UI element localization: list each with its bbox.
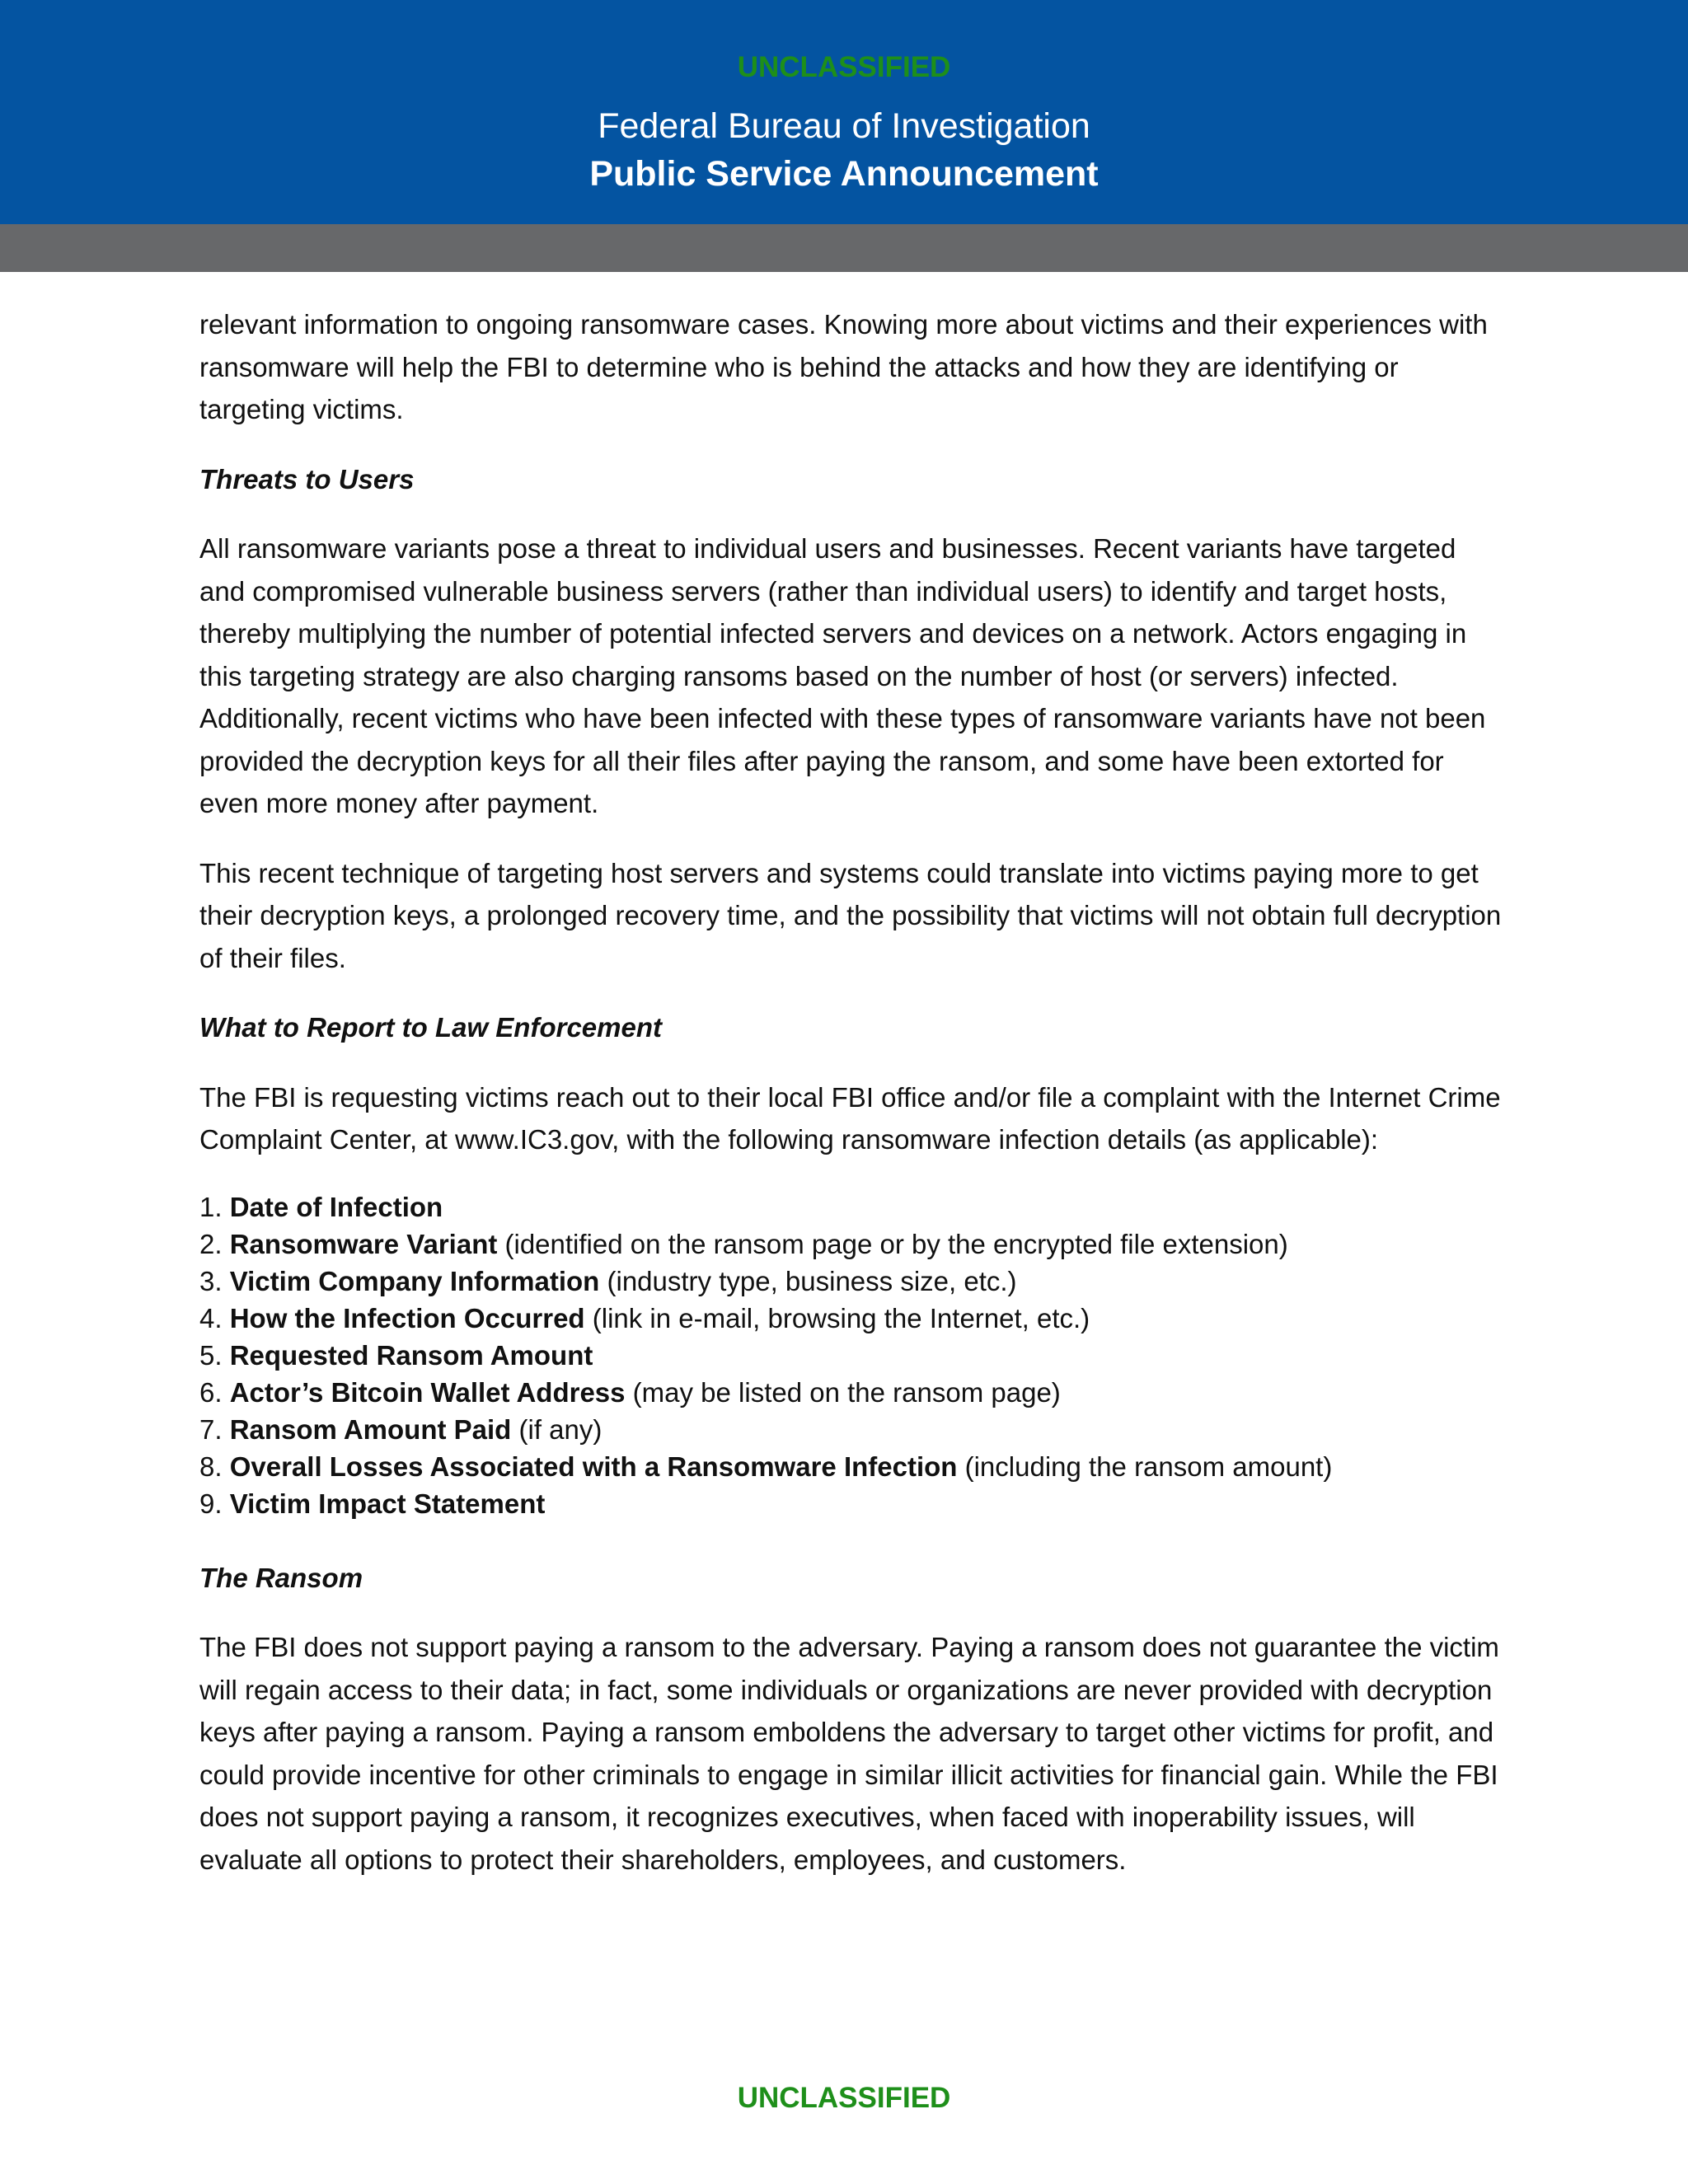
list-item bbox=[199, 1263, 1502, 1300]
list-item-label: Ransomware Variant bbox=[229, 1228, 498, 1259]
report-paragraph: The FBI is requesting victims reach out to their local FBI office and/or file a complaint with the Internet Crime Complaint Center, at www.IC3.gov, with the following ransomware infection details (as applicable): bbox=[199, 1081, 1501, 1155]
list-item-number: 6. bbox=[199, 1376, 230, 1408]
report-heading: What to Report to Law Enforcement bbox=[199, 1012, 662, 1043]
list-item-detail: (including the ransom amount) bbox=[957, 1451, 1333, 1482]
list-item-number: 5. bbox=[199, 1339, 230, 1371]
list-item-label: Date of Infection bbox=[229, 1191, 443, 1222]
list-item-number: 2. bbox=[199, 1228, 230, 1259]
list-item-detail: (industry type, business size, etc.) bbox=[599, 1265, 1017, 1296]
list-item bbox=[199, 1485, 1502, 1522]
list-item-label: Ransom Amount Paid bbox=[229, 1413, 512, 1445]
intro-paragraph: relevant information to ongoing ransomware cases. Knowing more about victims and their experiences with ransomware will help the FBI to determine who is behind the attacks and how they are identifying or targeting victims. bbox=[199, 309, 1488, 424]
list-item bbox=[199, 1226, 1502, 1263]
ransom-heading: The Ransom bbox=[199, 1562, 363, 1593]
list-item-label: Victim Impact Statement bbox=[229, 1488, 546, 1519]
list-item bbox=[199, 1188, 1502, 1226]
list-item-number: 7. bbox=[199, 1413, 230, 1445]
threats-paragraph-2: This recent technique of targeting host servers and systems could translate into victims paying more to get their decryption keys, a prolonged recovery time, and the possibility that victims will not obtain full decryption of their files. bbox=[199, 857, 1502, 973]
list-item-label: Actor’s Bitcoin Wallet Address bbox=[229, 1376, 626, 1408]
list-item-detail: (link in e-mail, browsing the Internet, etc.) bbox=[584, 1302, 1090, 1333]
list-item bbox=[199, 1374, 1502, 1411]
list-item bbox=[199, 1411, 1502, 1448]
list-item bbox=[199, 1337, 1502, 1374]
list-item-number: 8. bbox=[199, 1451, 230, 1482]
list-item-label: Victim Company Information bbox=[229, 1265, 600, 1296]
list-item-number: 3. bbox=[199, 1265, 230, 1296]
classification-marking-bottom: UNCLASSIFIED bbox=[737, 2082, 951, 2114]
document-body bbox=[199, 303, 1502, 1908]
list-item-label: Requested Ransom Amount bbox=[229, 1339, 593, 1371]
list-item-label: How the Infection Occurred bbox=[229, 1302, 585, 1333]
list-item-number: 9. bbox=[199, 1488, 230, 1519]
list-item-label: Overall Losses Associated with a Ransomware Infection bbox=[229, 1451, 958, 1482]
threats-heading: Threats to Users bbox=[199, 463, 415, 494]
list-item-detail: (may be listed on the ransom page) bbox=[625, 1376, 1061, 1408]
list-item bbox=[199, 1300, 1502, 1337]
agency-name: Federal Bureau of Investigation bbox=[598, 106, 1090, 146]
header-stripe bbox=[0, 224, 1688, 272]
ransom-paragraph: The FBI does not support paying a ransom to the adversary. Paying a ransom does not guarantee the victim will regain access to their data; in fact, some individuals or organizations are never provided with decryption keys after paying a ransom. Paying a ransom emboldens the adversary to target other victims for profit, and could provide incentive for other criminals to engage in similar illicit activities for financial gain. While the FBI does not support paying a ransom, it recognizes executives, when faced with inoperability issues, will evaluate all options to protect their shareholders, employees, and customers. bbox=[199, 1632, 1499, 1875]
list-item-number: 4. bbox=[199, 1302, 230, 1333]
list-item-detail: (identified on the ransom page or by the encrypted file extension) bbox=[497, 1228, 1288, 1259]
list-item bbox=[199, 1448, 1502, 1485]
threats-paragraph-1: All ransomware variants pose a threat to individual users and businesses. Recent variants have targeted and compromised vulnerable business servers (rather than individual users) to identify and target hosts, thereby multiplying the number of potential infected servers and devices on a network. Actors engaging in this targeting strategy are also charging ransoms based on the number of host (or servers) infected. Additionally, recent victims who have been infected with these types of ransomware variants have not been provided the decryption keys for all their files after paying the ransom, and some have been extorted for even more money after payment. bbox=[199, 533, 1486, 818]
document-type-title: Public Service Announcement bbox=[589, 154, 1099, 194]
report-details-list bbox=[199, 1188, 1502, 1522]
list-item-detail: (if any) bbox=[511, 1413, 603, 1445]
classification-marking-top: UNCLASSIFIED bbox=[737, 51, 951, 83]
list-item-number: 1. bbox=[199, 1191, 230, 1222]
